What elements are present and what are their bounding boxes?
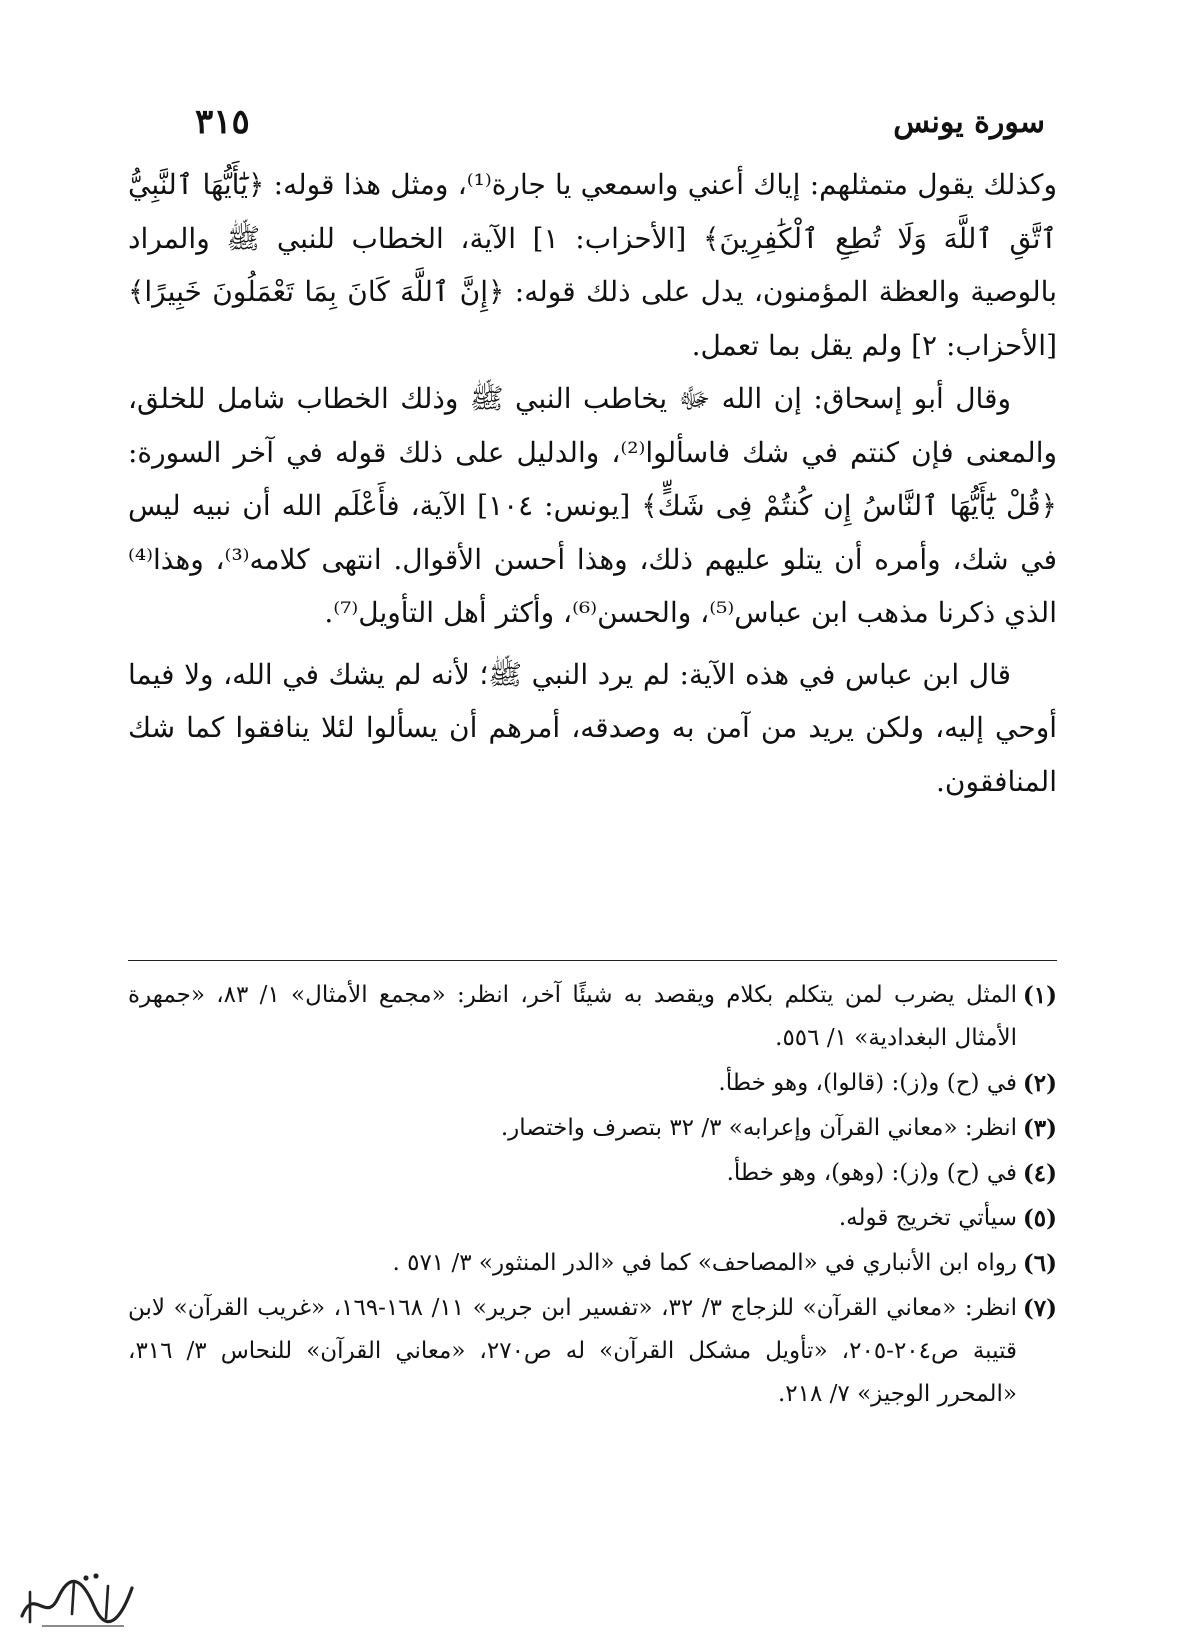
footnote-number: (١): [1022, 982, 1057, 1009]
footnote: [128, 974, 1057, 1060]
footnote: [128, 1107, 1057, 1150]
footnote-text: انظر: «معاني القرآن» للزجاج ٣/ ٣٢، «تفسير ابن جرير» ١١/ ١٦٨-١٦٩، «غريب القرآن» لابن قتيبة ص٢٠٤-٢٠٥، «تأويل مشكل القرآن» له ص٢٧٠، «معاني القرآن» للنحاس ٣/ ٣١٦، «المحرر الوجيز» ٧/ ٢١٨.: [128, 1295, 1018, 1407]
footnotes: [128, 974, 1057, 1418]
footnote: [128, 1242, 1057, 1285]
footnote: [128, 1152, 1057, 1195]
footnote-text: المثل يضرب لمن يتكلم بكلام ويقصد به شيئًا آخر، انظر: «مجمع الأمثال» ١/ ٨٣، «جمهرة الأمثال البغدادية» ١/ ٥٥٦.: [128, 982, 1017, 1051]
footnote-number: (٣): [1022, 1115, 1057, 1142]
footnote-number: (٢): [1022, 1070, 1057, 1097]
footnote: [128, 1287, 1057, 1416]
page-header: [195, 100, 1045, 144]
footnote-number: (٤): [1022, 1160, 1057, 1187]
footnote: [128, 1062, 1057, 1105]
main-text: [128, 158, 1057, 808]
footnote-number: (٧): [1022, 1295, 1057, 1322]
footnote-text: انظر: «معاني القرآن وإعرابه» ٣/ ٣٢ بتصرف واختصار.: [500, 1115, 1017, 1141]
footnote-text: رواه ابن الأنباري في «المصاحف» كما في «الدر المنثور» ٣/ ٥٧١ .: [392, 1250, 1017, 1276]
calligraphy-logo-icon: [12, 1566, 142, 1632]
paragraph-1: وكذلك يقول متمثلهم: إياك أعني واسمعي يا جارة⁽¹⁾، ومثل هذا قوله: ﴿يَٰٓأَيُّهَا ٱلنَّبِيُّ ٱتَّقِ ٱللَّهَ وَلَا تُطِعِ ٱلْكَٰفِرِينَ﴾ [الأحزاب: ١] الآية، الخطاب للنبي ﷺ والمراد بالوصية والعظة المؤمنون، يدل على ذلك قوله: ﴿إِنَّ ٱللَّهَ كَانَ بِمَا تَعْمَلُونَ خَبِيرًا﴾ [الأحزاب: ٢] ولم يقل بما تعمل.: [128, 168, 1058, 362]
footnote-divider: [128, 960, 1057, 961]
footnote-number: (٥): [1022, 1205, 1057, 1232]
footnote-text: في (ح) و(ز): (قالوا)، وهو خطأ.: [718, 1070, 1017, 1096]
footnote-text: في (ح) و(ز): (وهو)، وهو خطأ.: [726, 1160, 1017, 1186]
footnote-number: (٦): [1022, 1250, 1057, 1277]
footnote: [128, 1197, 1057, 1240]
surah-title: سورة يونس: [893, 104, 1045, 140]
page-number: ٣١٥: [195, 102, 250, 142]
paragraph-2: وقال أبو إسحاق: إن الله ﷻ يخاطب النبي ﷺ وذلك الخطاب شامل للخلق، والمعنى فإن كنتم في شك فاسألوا⁽²⁾، والدليل على ذلك قوله في آخر السورة: ﴿قُلْ يَٰٓأَيُّهَا ٱلنَّاسُ إِن كُنتُمْ فِى شَكٍّ﴾ [يونس: ١٠٤] الآية، فأَعْلَم الله أن نبيه ليس في شك، وأمره أن يتلو عليهم ذلك، وهذا أحسن الأقوال. انتهى كلامه⁽³⁾، وهذا⁽⁴⁾ الذي ذكرنا مذهب ابن عباس⁽⁵⁾، والحسن⁽⁶⁾، وأكثر أهل التأويل⁽⁷⁾.: [128, 382, 1058, 629]
footnote-text: سيأتي تخريج قوله.: [838, 1205, 1017, 1231]
paragraph-3: قال ابن عباس في هذه الآية: لم يرد النبي ﷺ؛ لأنه لم يشك في الله، ولا فيما أوحي إليه، ولكن يريد من آمن به وصدقه، أمرهم أن يسألوا لئلا ينافقوا كما شك المنافقون.: [128, 657, 1057, 798]
